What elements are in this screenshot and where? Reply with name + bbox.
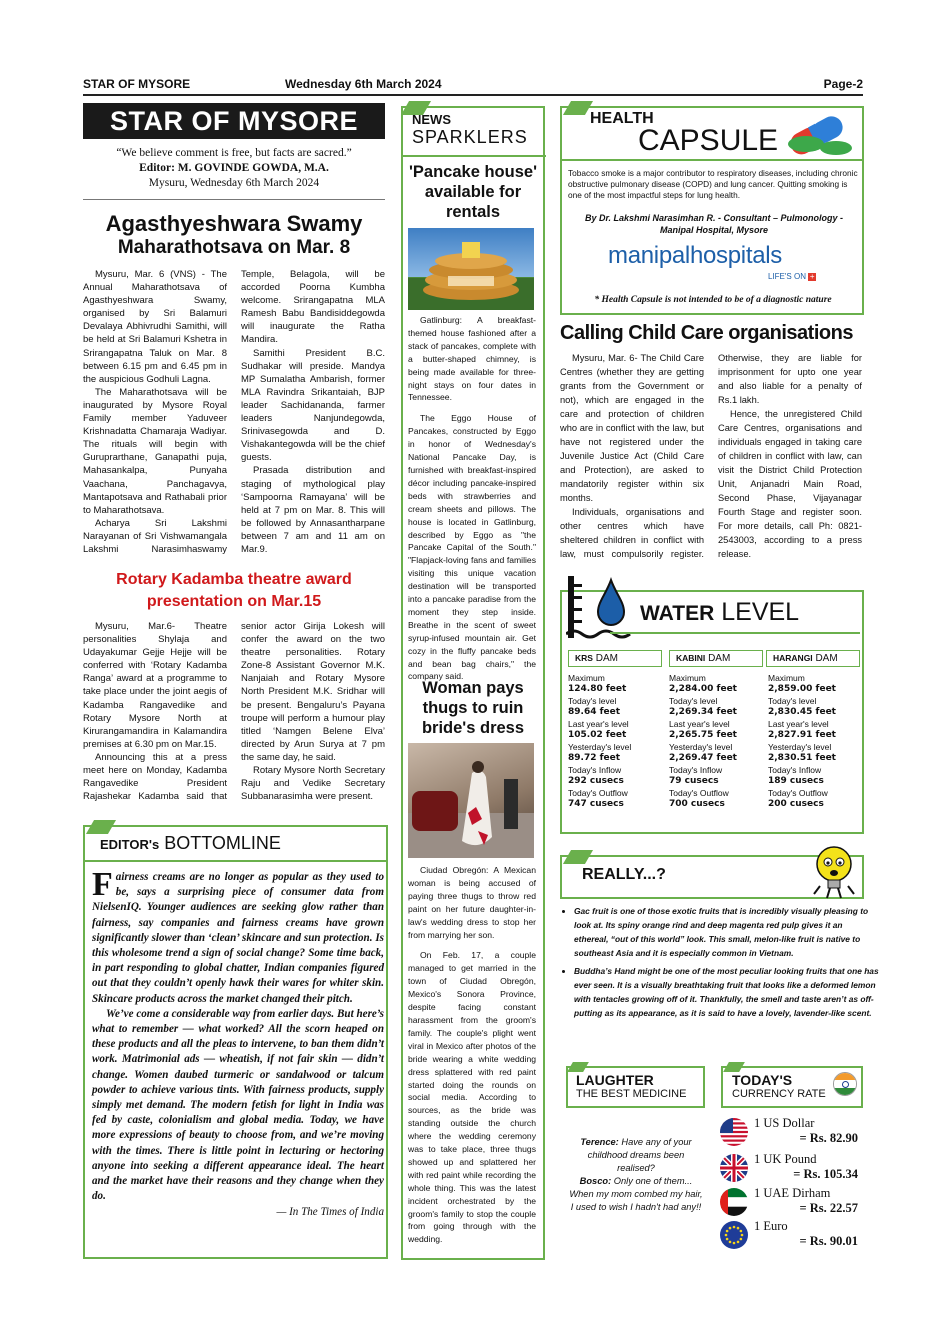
currency-value: = Rs. 90.01 (799, 1234, 858, 1248)
divider (83, 860, 387, 862)
dam-value: 2,827.91 feet (768, 730, 836, 740)
dam-column-harangi (768, 673, 860, 811)
currency-value: = Rs. 105.34 (793, 1167, 858, 1181)
joke-speaker: Terence: (580, 1137, 619, 1147)
bulb-face-icon (810, 842, 860, 900)
laughter-joke (568, 1136, 704, 1214)
row-label: Today's Outflow (768, 788, 828, 798)
masthead-motto: “We believe comment is free, but facts are sacred.” (116, 147, 352, 159)
dam-suffix: DAM (595, 653, 618, 664)
plus-icon: + (809, 272, 815, 281)
water-level-label-bold: WATER (640, 602, 715, 625)
row-label: Today's Outflow (669, 788, 729, 798)
row-label: Today's Inflow (568, 765, 622, 775)
really-label: REALLY...? (582, 866, 666, 883)
uae-flag-icon (720, 1188, 748, 1216)
story2-headline-line1: Rotary Kadamba theatre award (116, 571, 352, 588)
divider (560, 159, 862, 161)
row-label: Today's level (568, 696, 617, 706)
currency-label1: TODAY'S (732, 1072, 793, 1088)
story1-para: Samithi President B.C. Sudhakar will preside. Mandya MP Sumalatha Ambarish, former MLA Ravindra Srikantaiah, BJP leader Sachidananda, farmer leaders Nanjundegowda, Srinivasegowda and D. Vishakantegowda will be the chief guests. (241, 347, 385, 464)
dam-value: 2,859.00 feet (768, 684, 836, 694)
dam-value: 2,269.47 feet (669, 753, 737, 763)
currency-row-eur (720, 1219, 860, 1251)
dam-value: 200 cusecs (768, 799, 824, 809)
row-label: Last year's level (768, 719, 829, 729)
capsule-icon (782, 108, 860, 158)
eu-flag-icon (720, 1221, 748, 1249)
childcare-body (560, 351, 862, 561)
really-item: • Buddha’s Hand might be one of the most peculiar looking fruits that one has ever seen. It is a visually breathtaking fruit that looks like a deformed lemon with tentacles growing off of it. Thankfully, the smell and taste aren’t as off-putting as its appearance, as it is said to have a lovely, lavender-like scent. (574, 964, 879, 1020)
laughter-label1: LAUGHTER (576, 1072, 654, 1088)
dam-label-harangi (766, 650, 860, 667)
dam-column-kabini (669, 673, 764, 811)
row-label: Today's level (768, 696, 817, 706)
editorial-label (100, 833, 281, 854)
masthead-dateline: Mysuru, Wednesday 6th March 2024 (148, 177, 320, 189)
dam-value: 105.02 feet (568, 730, 627, 740)
masthead-editor: Editor: M. GOVINDE GOWDA, M.A. (139, 162, 329, 174)
divider (401, 155, 546, 157)
row-label: Maximum (669, 673, 706, 683)
row-label: Maximum (768, 673, 805, 683)
health-capsule-byline: By Dr. Lakshmi Narasimhan R. - Consultant – Pulmonology - Manipal Hospital, Mysore (584, 213, 844, 235)
bride-photo (408, 743, 534, 858)
sparkler2-body (408, 864, 536, 1246)
currency-name: 1 UAE Dirham (754, 1186, 831, 1200)
pancake-house-photo (408, 228, 534, 310)
laughter-label (576, 1072, 686, 1100)
joke-speaker: Bosco: (579, 1176, 612, 1186)
row-label: Last year's level (568, 719, 629, 729)
sparkler2-headline: Woman pays thugs to ruin bride's dress (421, 679, 525, 737)
row-label: Yesterday's level (669, 742, 733, 752)
dam-value: 89.64 feet (568, 707, 621, 717)
row-label: Yesterday's level (768, 742, 832, 752)
childcare-para: Mysuru, Mar. 6- The Child Care Centres (whether they are getting grants from the Government or not), which are engaged in the care and protection of children who are in conflict with the law, but have not registered under the Juvenile Justice Act (Child Care and Protection), are asked to mandatorily register within six months. (560, 353, 704, 503)
header-page-number: Page-2 (823, 77, 863, 91)
really-list (560, 904, 879, 1024)
dam-value: 2,284.00 feet (669, 684, 737, 694)
health-capsule-disclaimer: * Health Capsule is not intended to be of a diagnostic nature (594, 295, 832, 305)
editorial-label-bold: EDITOR's (100, 837, 160, 852)
dam-value: 79 cusecs (669, 776, 719, 786)
story2-headline (83, 569, 385, 613)
dam-value: 2,269.34 feet (669, 707, 737, 717)
divider (610, 632, 860, 634)
story1-para: Mysuru, Mar. 6 (VNS) - The Annual Maharathotsava of Agasthyeshwara Swamy, organised by Sri Balamuri Devalaya Abhivrudhi Samithi, will be held at Sri Balamuri Kshetra in Srirangapatna Taluk on Mar. 8 between 6.15 pm and 6.45 pm in the auspicious Godhuli Lagna. (83, 269, 227, 385)
health-capsule-label (590, 110, 779, 157)
editorial-dropcap: F (92, 866, 113, 903)
news-sparklers-label2: SPARKLERS (412, 127, 528, 147)
row-label: Maximum (568, 673, 605, 683)
row-label: Yesterday's level (568, 742, 632, 752)
row-label: Today's Inflow (669, 765, 723, 775)
dam-name: HARANGI (773, 653, 813, 663)
joke-line-2 (568, 1175, 704, 1214)
currency-label (732, 1072, 826, 1100)
dam-label-kabini (669, 650, 763, 667)
news-sparklers-label1: NEWS (412, 112, 451, 127)
sparkler1-para: Gatlinburg: A breakfast-themed house fashioned after a stack of pancakes, complete with a butter-shaped chimney, is being made available for three-night stays on four dates in Tennessee. (408, 315, 536, 403)
dam-column-krs (568, 673, 663, 811)
childcare-para: Individuals, organisations and other centres which have sheltered children in conflict with law, must compulsorily register. Otherwise, they are liable for imprisonment for upto one year and also liable for a penalty of Rs.1 lakh. (560, 353, 862, 559)
childcare-headline: Calling Child Care organisations (560, 322, 853, 344)
dam-value: 2,830.45 feet (768, 707, 836, 717)
dam-name: KRS (575, 653, 593, 663)
childcare-para: Hence, the unregistered Child Care Centres, organisations and individuals engaged in taking care of children in conflict with law, can visit the District Child Protection Unit, Anjanadri Main Road, Second Phase, Vijayanagar Fourth Stage and register soon. For more details, call Ph: 0821-2543003, according to a press release. (718, 409, 862, 559)
header-date: Wednesday 6th March 2024 (285, 77, 442, 91)
dam-value: 2,265.75 feet (669, 730, 737, 740)
laughter-label2: THE BEST MEDICINE (576, 1088, 687, 1100)
india-flag-icon (833, 1072, 857, 1096)
sparkler1-para: The Eggo House of Pancakes, constructed by Eggo in honor of Wednesday's National Pancake Day, is furnished with breakfast-inspired décor including pancake-inspired beds with strawberries and cream sheets and pillows. The house is located in Gatlinburg, described by Eggo as "the Pancake Capital of the South." "Flapjack-loving fans and families visiting this unique vacation destination will be transported into a pancake paradise from the moment they step inside. Breathe in the scent of sweet syrup-infused mountain air. Get cozy in the fluffy pancake beds and bean bag chairs," the company said. (408, 413, 536, 682)
editorial-body (92, 866, 384, 1221)
water-level-label-light: LEVEL (721, 598, 800, 626)
currency-value: = Rs. 82.90 (799, 1131, 858, 1145)
dam-value: 747 cusecs (568, 799, 624, 809)
story1-headline-line1: Agasthyeshwara Swamy (105, 211, 363, 236)
manipal-logo-tag (768, 272, 816, 281)
editorial-source: — In The Times of India (276, 1206, 384, 1219)
page-header (83, 76, 863, 96)
joke-text: Only one of them... When my mom combed my hair, I used to wish I hadn't had any!! (569, 1176, 703, 1212)
currency-row-usd (720, 1116, 860, 1148)
dam-value: 292 cusecs (568, 776, 624, 786)
sparkler2-para: On Feb. 17, a couple managed to get married in the town of Ciudad Obregón, Mexico's Sonora Province, despite facing constant harassment from the groom's family. The couple's plight went viral in Mexico after photos of the bride wearing a white wedding dress splattered with red paint started doing the rounds on social media. According to sources, as the bride was standing outside the church where the wedding ceremony was to take place, three thugs showed up and splattered her with red paint while recording the whole thing. This was the latest incident orchestrated by the groom's family to stop the couple from going through with the wedding. (408, 950, 536, 1245)
currency-name: 1 Euro (754, 1219, 788, 1233)
us-flag-icon (720, 1118, 748, 1146)
joke-text: Have any of your childhood dreams been realised? (587, 1137, 692, 1173)
divider (83, 199, 385, 200)
news-sparklers-label (412, 112, 528, 148)
dam-label-krs (568, 650, 662, 667)
health-capsule-label2: CAPSULE (638, 124, 779, 157)
water-level-label (640, 598, 799, 627)
dam-value: 124.80 feet (568, 684, 627, 694)
editorial-para: airness creams are no longer as popular as they used to be, says a surprising piece of consumer data from NielsenIQ. Younger audiences are seeking glow rather than fairness, say companies and fairness creams have grown significantly slower than ‘clean’ skincare and sun protection. Is this wholesome trend a sign of social change? Some time back, in part responding to global chatter, Indian companies figured out that they couldn’t openly hawk their wares for whiter skin. Skincare products across the market changed their pitch. (92, 871, 384, 1005)
sparkler1-headline: 'Pancake house' available for rentals (409, 163, 537, 221)
row-label: Last year's level (669, 719, 730, 729)
sparkler1-body (408, 314, 536, 683)
story2-headline-line2: presentation on Mar.15 (146, 593, 322, 610)
dam-value: 189 cusecs (768, 776, 824, 786)
story2-para: Announcing this at a press meet here on Monday, Kadamba Rangavedike President Rajashekar Kadamba said that senior actor Girija Lokesh will confer the award on the two theatre personalities. Rotary Zone-8 Assistant Governor M.K. Nanjaiah and Rotary Mysore North President M.K. Sridhar will be present. Bengaluru’s Payana troupe will perform a humour play titled ‘Namgen Belene Elva’ directed by Arun Surya at 7 pm the same day, he said. (83, 621, 385, 803)
currency-label2: CURRENCY RATE (732, 1088, 826, 1100)
dam-suffix: DAM (708, 653, 731, 664)
sparkler2-para: Ciudad Obregón: A Mexican woman is being accused of paying three thugs to throw red paint on her future daughter-in-law's wedding dress to stop her from marrying her son. (408, 865, 536, 940)
editorial-para: We’ve come a considerable way from earlier days. But here’s what to remember — what worked? All the scorn heaped on these products and all the pleas to intervene, to ban them didn’t work. Matrimonial ads — wheatish, if not fair skin — didn’t change. Women daubed turmeric or sandalwood or talcum powder to achieve various tints. With fairness products, supply simply met demand. The modern fetish for light in India was fed by caste, colonialism and global media. Today, we have more expressions of beauty to choose from, and we’re moving with the times. There is little point in lecturing or hectoring anyone into seeking a different appearance ideal. The heart and the market have their reasons and they change when they do. (92, 1007, 384, 1203)
story1-para: Acharya Sri Lakshmi Narayanan of Sri Vishwamangala Lakshmi Narasimhaswamy Temple, Belagola, will be accorded Poorna Kumbha welcome. Srirangapatna MLA Ramesh Babu Bandisiddegowda will inaugurate the Ratha Mandira. (83, 269, 385, 555)
story1-headline-line2: Maharathotsava on Mar. 8 (117, 237, 351, 258)
header-paper-name: STAR OF MYSORE (83, 77, 191, 91)
story2-para: Rotary Mysore North Secretary Raju and Vedike Secretary Subbanarasimha were present. (241, 765, 385, 803)
health-capsule-label1: HEALTH (590, 110, 654, 127)
row-label: Today's Outflow (568, 788, 628, 798)
row-label: Today's Inflow (768, 765, 822, 775)
health-capsule-text: Tobacco smoke is a major contributor to respiratory diseases, including chronic obstructive pulmonary disease (COPD) and lung cancer. Quitting smoking is one of the most impactful steps for lung health. (568, 168, 858, 200)
dam-name: KABINI (676, 653, 706, 663)
currency-row-gbp (720, 1152, 860, 1184)
currency-name: 1 US Dollar (754, 1116, 815, 1130)
manipal-tagline: LIFE'S ON (768, 272, 806, 281)
story2-body (83, 620, 385, 812)
story2-para: Mysuru, Mar.6- Theatre personalities Shylaja and Udayakumar Gejje Hejje will be conferred with ‘Rotary Kadamba Ranga’ award at a programme to take place under the joint aegis of Kadamba Rangavedike and Rotary Mysore North at Kirurangamandira in Kalamandira premises at 6.30 pm on Mar.15. (83, 621, 227, 750)
dam-value: 2,830.51 feet (768, 753, 836, 763)
currency-row-aed (720, 1186, 860, 1218)
masthead-title: STAR OF MYSORE (83, 103, 385, 139)
dam-value: 89.72 feet (568, 753, 621, 763)
story1-para: The Maharathotsava will be inaugurated by Mysore Royal Family member Yaduveer Krishnadatta Chamaraja Wadiyar. The rituals will begin with Guruprarthane, Ganapathi puja, Mahasankalpa, Punyaha Vaachana, Panchagavya, Mantapotsava and Rathabali prior to Maharathotsava. (83, 386, 227, 516)
currency-name: 1 UK Pound (754, 1152, 817, 1166)
masthead-block (83, 146, 385, 191)
manipal-logo: manipalhospitals (608, 242, 782, 269)
story1-headline (83, 212, 385, 260)
editorial-label-light: BOTTOMLINE (164, 833, 281, 853)
joke-line-1 (568, 1136, 704, 1175)
really-item: • Gac fruit is one of those exotic fruits that is incredibly visually pleasing to look at. Its spiny orange rind and deep magenta red pulp gives it an ethereal, “out of this world” look. This small, melon-like fruit is native to southeast Asia and it is especially common in Vietnam. (574, 904, 879, 960)
dam-value: 700 cusecs (669, 799, 725, 809)
uk-flag-icon (720, 1154, 748, 1182)
currency-value: = Rs. 22.57 (799, 1201, 858, 1215)
dam-suffix: DAM (815, 653, 838, 664)
story1-body (83, 268, 385, 562)
row-label: Today's level (669, 696, 718, 706)
story1-para: Prasada distribution and staging of mythological play ‘Sampoorna Ramayana’ will be held at 7 pm on Mar. 8. This will be followed by Annasantharpane between 7 am and 11 am on Mar.9. (241, 465, 385, 555)
